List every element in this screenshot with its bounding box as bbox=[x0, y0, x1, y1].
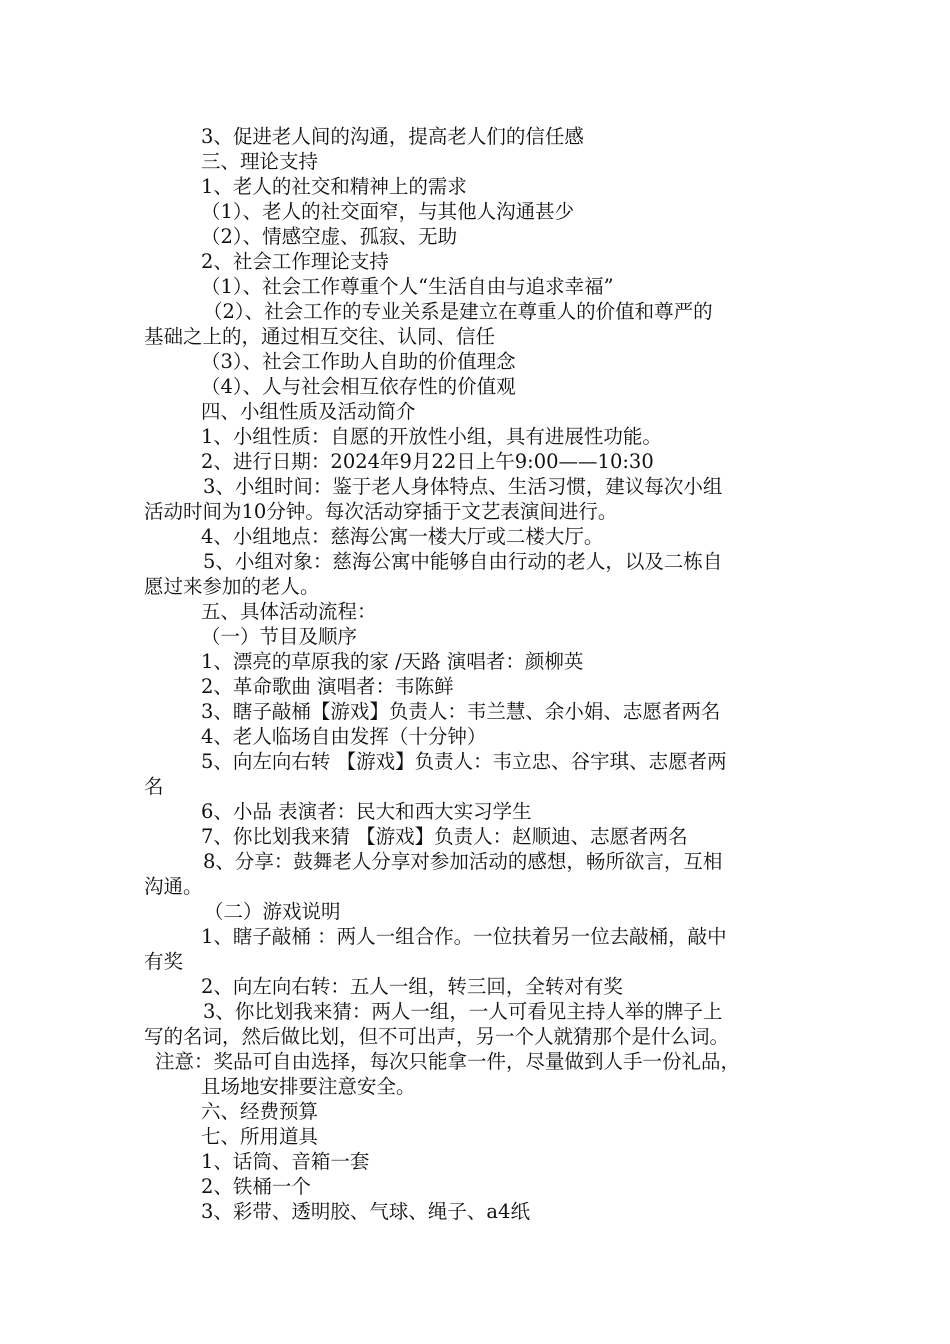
text-line-35: 2、向左向右转：五人一组，转三回，全转对有奖 bbox=[201, 975, 623, 998]
text-line-38: 注意：奖品可自由选择，每次只能拿一件，尽量做到人手一份礼品， bbox=[155, 1050, 741, 1073]
text-line-23: 2、革命歌曲 演唱者：韦陈鲜 bbox=[201, 675, 454, 698]
text-line-22: 1、漂亮的草原我的家 /天路 演唱者：颜柳英 bbox=[201, 650, 584, 673]
text-line-29: 7、你比划我来猜 【游戏】负责人：赵顺迪、志愿者两名 bbox=[201, 825, 688, 848]
section-heading-props: 七、所用道具 bbox=[201, 1125, 319, 1148]
text-line-33: 1、瞎子敲桶 ：两人一组合作。一位扶着另一位去敲桶，敲中 bbox=[201, 925, 727, 948]
text-line-8: （2）、社会工作的专业关系是建立在尊重人的价值和尊严的 bbox=[203, 300, 713, 323]
text-line-5: （2）、情感空虚、孤寂、无助 bbox=[201, 225, 458, 248]
text-line-6: 2、社会工作理论支持 bbox=[201, 250, 389, 273]
section-heading-budget: 六、经费预算 bbox=[201, 1100, 319, 1123]
text-line-24: 3、瞎子敲桶【游戏】负责人：韦兰慧、余小娟、志愿者两名 bbox=[201, 700, 721, 723]
text-line-11: （4）、人与社会相互依存性的价值观 bbox=[201, 375, 516, 398]
text-line-37: 写的名词，然后做比划，但不可出声，另一个人就猜那个是什么词。 bbox=[144, 1025, 730, 1048]
text-line-18: 5、小组对象：慈海公寓中能够自由行动的老人，以及二栋自 bbox=[203, 550, 723, 573]
text-line-30: 8、分享：鼓舞老人分享对参加活动的感想，畅所欲言，互相 bbox=[203, 850, 723, 873]
text-line-19: 愿过来参加的老人。 bbox=[144, 575, 320, 598]
section-heading-process: 五、具体活动流程： bbox=[201, 600, 377, 623]
section-heading-group: 四、小组性质及活动简介 bbox=[201, 400, 416, 423]
text-line-25: 4、老人临场自由发挥（十分钟） bbox=[201, 725, 487, 748]
text-line-3: 1、老人的社交和精神上的需求 bbox=[201, 175, 467, 198]
text-line-21: （一）节目及顺序 bbox=[201, 625, 358, 648]
text-line-17: 4、小组地点：慈海公寓一楼大厅或二楼大厅。 bbox=[201, 525, 604, 548]
text-line-36: 3、你比划我来猜：两人一组，一人可看见主持人举的牌子上 bbox=[203, 1000, 723, 1023]
text-line-13: 1、小组性质：自愿的开放性小组，具有进展性功能。 bbox=[201, 425, 662, 448]
text-line-44: 3、彩带、透明胶、气球、绳子、a4纸 bbox=[201, 1200, 530, 1223]
text-line-9: 基础之上的，通过相互交往、认同、信任 bbox=[144, 325, 496, 348]
text-line-7: （1）、社会工作尊重个人“生活自由与追求幸福” bbox=[201, 275, 614, 298]
section-heading-theory: 三、理论支持 bbox=[201, 150, 319, 173]
text-line-42: 1、话筒、音箱一套 bbox=[201, 1150, 370, 1173]
text-line-15: 3、小组时间：鉴于老人身体特点、生活习惯，建议每次小组 bbox=[203, 475, 723, 498]
text-line-4: （1）、老人的社交面窄，与其他人沟通甚少 bbox=[201, 200, 575, 223]
text-line-16: 活动时间为10分钟。每次活动穿插于文艺表演间进行。 bbox=[144, 500, 618, 523]
text-line-28: 6、小品 表演者：民大和西大实习学生 bbox=[201, 800, 532, 823]
text-line-14: 2、进行日期：2024年9月22日上午9:00——10:30 bbox=[201, 450, 654, 473]
text-line-43: 2、铁桶一个 bbox=[201, 1175, 311, 1198]
text-line-27: 名 bbox=[144, 775, 164, 798]
text-line-31: 沟通。 bbox=[144, 875, 203, 898]
text-line-1: 3、促进老人间的沟通，提高老人们的信任感 bbox=[201, 125, 584, 148]
text-line-32: （二）游戏说明 bbox=[204, 900, 341, 923]
text-line-34: 有奖 bbox=[144, 950, 184, 973]
text-line-26: 5、向左向右转 【游戏】负责人：韦立忠、谷宇琪、志愿者两 bbox=[201, 750, 727, 773]
text-line-10: （3）、社会工作助人自助的价值理念 bbox=[201, 350, 516, 373]
text-line-39: 且场地安排要注意安全。 bbox=[201, 1075, 416, 1098]
